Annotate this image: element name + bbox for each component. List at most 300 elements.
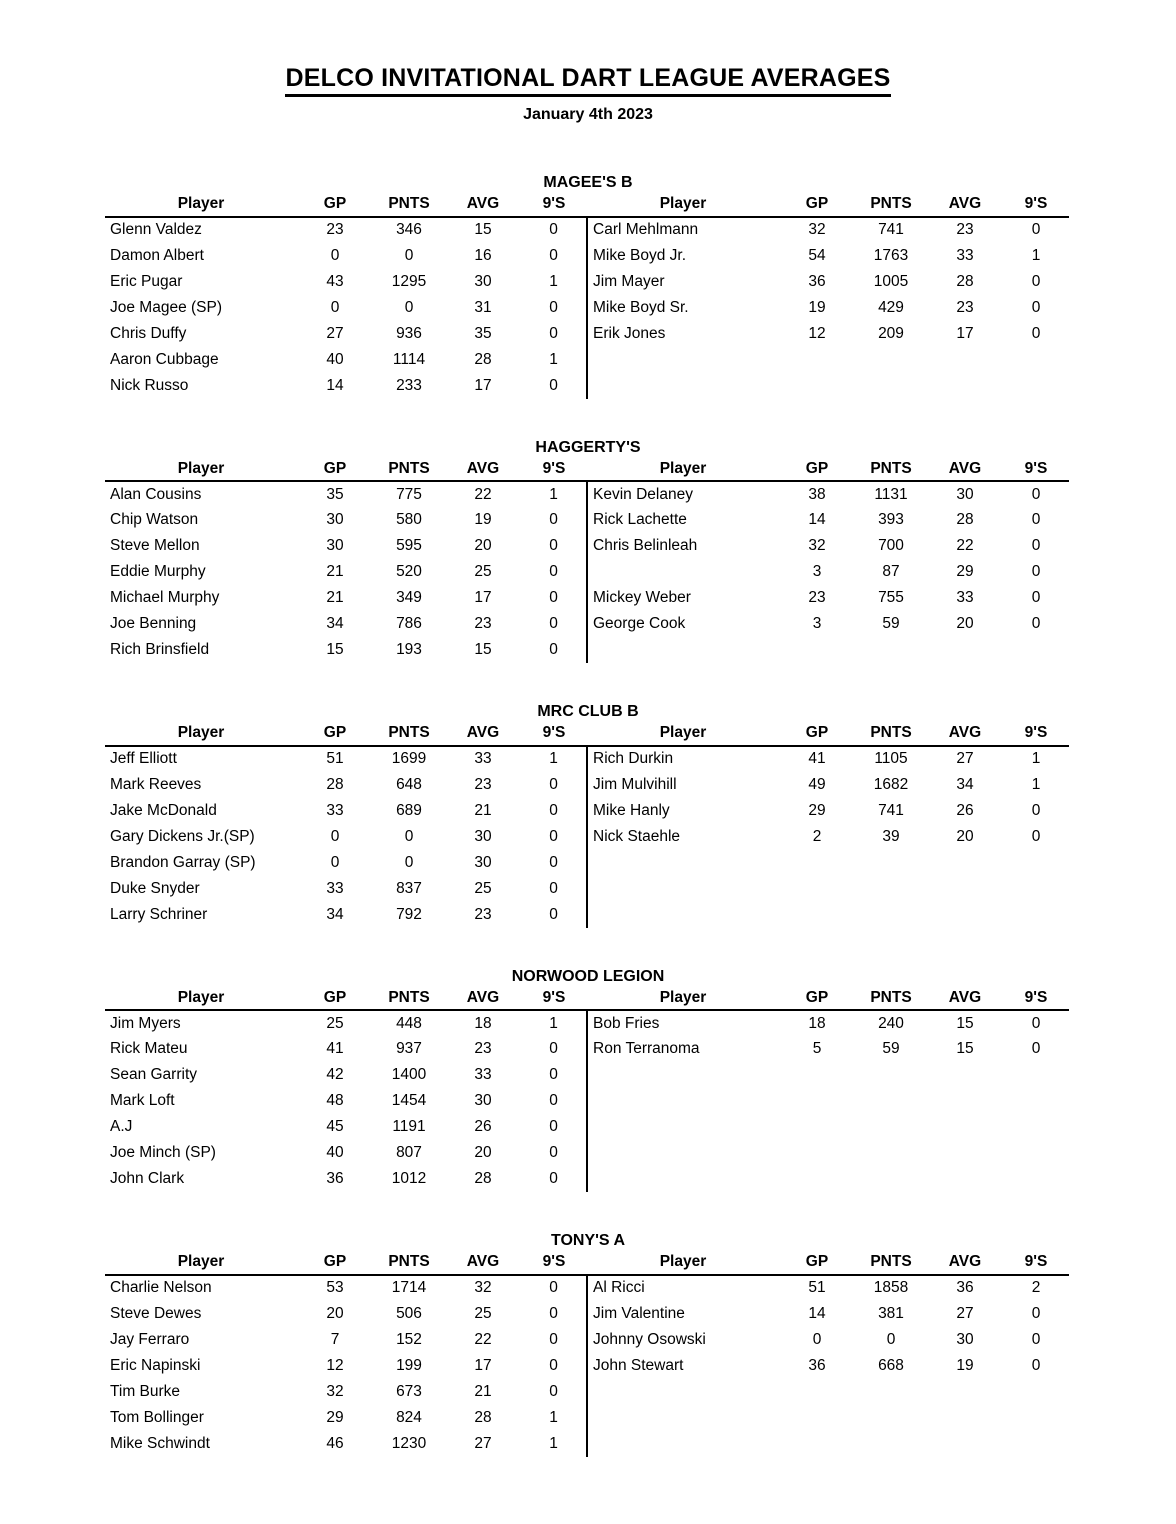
section-norwood-legion [105, 968, 1071, 1193]
stat-cell: 30 [474, 853, 492, 871]
stats-table [105, 988, 1069, 1193]
stat-cell [855, 347, 927, 373]
column-header-player: Player [105, 194, 297, 217]
player-row [105, 1114, 1069, 1140]
stat-cell: 28 [956, 511, 974, 529]
stat-cell: 1682 [873, 775, 909, 793]
player-name-cell: Rich Durkin [587, 746, 779, 772]
player-name-cell: Eddie Murphy [110, 563, 206, 581]
stat-cell: 648 [396, 775, 422, 793]
stat-cell: 27 [326, 324, 344, 342]
player-name-cell: Alan Cousins [110, 485, 202, 503]
stat-cell: 193 [396, 641, 422, 659]
stat-cell: 33 [956, 246, 974, 264]
stat-cell: 15 [956, 1014, 974, 1032]
stat-cell: 0 [549, 853, 558, 871]
column-header-9-s: 9'S [1003, 988, 1069, 1011]
stat-cell [1003, 1140, 1069, 1166]
player-name-cell: Johnny Osowski [587, 1327, 779, 1353]
stat-cell: 32 [808, 221, 826, 239]
stat-cell: 15 [326, 641, 344, 659]
stat-cell: 0 [549, 1304, 558, 1322]
stat-cell: 0 [549, 511, 558, 529]
stat-cell: 25 [474, 1304, 492, 1322]
stat-cell: 27 [956, 1304, 974, 1322]
stat-cell: 25 [474, 879, 492, 897]
column-header-gp: GP [779, 988, 855, 1011]
stat-cell: 23 [474, 775, 492, 793]
stat-cell: 14 [808, 511, 826, 529]
player-row [105, 217, 1069, 243]
stat-cell: 17 [474, 589, 492, 607]
stat-cell: 1 [1031, 750, 1041, 768]
stat-cell: 0 [549, 615, 558, 633]
stat-cell: 1114 [392, 350, 426, 368]
stat-cell: 30 [474, 1092, 492, 1110]
stat-cell: 0 [404, 298, 414, 316]
stat-cell: 1 [549, 485, 558, 503]
player-row [105, 1036, 1069, 1062]
player-name-cell: Nick Russo [110, 376, 189, 394]
player-name-cell [587, 1431, 779, 1457]
stat-cell: 28 [474, 350, 492, 368]
stat-cell: 23 [956, 298, 974, 316]
player-row [105, 772, 1069, 798]
stat-cell: 0 [404, 853, 414, 871]
stat-cell: 1454 [391, 1092, 427, 1110]
player-name-cell: Al Ricci [587, 1275, 779, 1301]
stat-cell: 0 [549, 827, 558, 845]
column-header-9-s: 9'S [1003, 194, 1069, 217]
stat-cell: 2 [812, 827, 822, 845]
stat-cell: 0 [1031, 298, 1041, 316]
player-name-cell: Charlie Nelson [110, 1279, 212, 1297]
stat-cell: 42 [326, 1066, 344, 1084]
player-row [105, 507, 1069, 533]
stat-cell: 937 [396, 1040, 422, 1058]
stat-cell: 30 [956, 1330, 974, 1348]
player-row [105, 1140, 1069, 1166]
player-name-cell [587, 1379, 779, 1405]
stat-cell: 0 [330, 827, 340, 845]
column-header-pnts: PNTS [855, 988, 927, 1011]
stat-cell [927, 902, 1003, 928]
stat-cell: 15 [956, 1040, 974, 1058]
stat-cell: 54 [808, 246, 826, 264]
player-row [105, 321, 1069, 347]
player-name-cell: Mark Loft [110, 1092, 175, 1110]
stat-cell: 209 [878, 324, 904, 342]
player-row [105, 1379, 1069, 1405]
stat-cell [927, 850, 1003, 876]
stat-cell: 0 [1031, 827, 1041, 845]
column-header-9-s: 9'S [521, 194, 587, 217]
stat-cell: 30 [326, 511, 344, 529]
stat-cell: 673 [396, 1382, 422, 1400]
stat-cell [779, 876, 855, 902]
stat-cell: 46 [326, 1434, 344, 1452]
stat-cell: 19 [808, 298, 826, 316]
column-header-gp: GP [779, 194, 855, 217]
column-header-avg: AVG [445, 194, 521, 217]
stat-cell: 0 [330, 298, 340, 316]
stat-cell [1003, 1379, 1069, 1405]
player-row [105, 269, 1069, 295]
stat-cell: 33 [956, 589, 974, 607]
player-name-cell: Chris Duffy [110, 324, 187, 342]
player-row [105, 1353, 1069, 1379]
sections-container [105, 174, 1071, 1457]
stat-cell: 28 [474, 1170, 492, 1188]
stat-cell [927, 1088, 1003, 1114]
stat-cell: 346 [396, 221, 422, 239]
player-row [105, 611, 1069, 637]
column-header-gp: GP [779, 723, 855, 746]
stat-cell [1003, 637, 1069, 663]
player-name-cell: Kevin Delaney [587, 481, 779, 507]
stat-cell: 0 [404, 827, 414, 845]
stat-cell: 20 [474, 537, 492, 555]
stat-cell: 33 [326, 801, 344, 819]
stat-cell [779, 637, 855, 663]
player-name-cell: Jim Mayer [587, 269, 779, 295]
stat-cell: 0 [549, 1170, 558, 1188]
stat-cell: 30 [956, 485, 974, 503]
stat-cell: 0 [549, 879, 558, 897]
stat-cell: 689 [396, 801, 422, 819]
player-name-cell: John Stewart [587, 1353, 779, 1379]
player-row [105, 1166, 1069, 1192]
stat-cell: 32 [808, 537, 826, 555]
stat-cell: 32 [474, 1279, 492, 1297]
stat-cell [1003, 902, 1069, 928]
stat-cell: 233 [396, 376, 422, 394]
stat-cell: 0 [549, 324, 558, 342]
stat-cell: 0 [549, 1040, 558, 1058]
stat-cell [855, 1062, 927, 1088]
stat-cell: 20 [956, 615, 974, 633]
stat-cell: 0 [886, 1330, 896, 1348]
stat-cell: 15 [474, 641, 492, 659]
stat-cell: 3 [812, 615, 822, 633]
stat-cell: 0 [549, 801, 558, 819]
player-name-cell: Erik Jones [587, 321, 779, 347]
player-row [105, 533, 1069, 559]
stat-cell [1003, 850, 1069, 876]
stat-cell [779, 850, 855, 876]
section-title: TONY'S A [550, 1232, 626, 1249]
column-header-player: Player [105, 459, 297, 482]
stat-cell: 0 [404, 246, 414, 264]
stat-cell: 0 [549, 1144, 558, 1162]
section-title: HAGGERTY'S [535, 438, 641, 456]
player-name-cell [587, 347, 779, 373]
stat-cell [1003, 1405, 1069, 1431]
stat-cell: 29 [808, 801, 826, 819]
stats-table [105, 1252, 1069, 1457]
stat-cell: 741 [878, 801, 904, 819]
player-name-cell [587, 1166, 779, 1192]
stat-cell: 381 [878, 1304, 904, 1322]
stat-cell: 0 [1031, 615, 1041, 633]
player-row [105, 1275, 1069, 1301]
stats-table [105, 194, 1069, 399]
stat-cell: 448 [396, 1014, 422, 1032]
stat-cell: 33 [474, 750, 492, 768]
column-header-pnts: PNTS [373, 1252, 445, 1275]
player-name-cell: Duke Snyder [110, 879, 200, 897]
stat-cell: 1400 [391, 1066, 427, 1084]
column-header-avg: AVG [445, 723, 521, 746]
stat-cell: 837 [396, 879, 422, 897]
player-row [105, 824, 1069, 850]
column-header-avg: AVG [927, 988, 1003, 1011]
column-header-avg: AVG [927, 194, 1003, 217]
column-header-9-s: 9'S [521, 459, 587, 482]
column-header-player: Player [105, 723, 297, 746]
stat-cell: 36 [326, 1170, 344, 1188]
player-row [105, 373, 1069, 399]
stat-cell: 0 [549, 905, 558, 923]
stat-cell: 45 [326, 1118, 344, 1136]
player-name-cell: Mike Boyd Sr. [587, 295, 779, 321]
stat-cell: 30 [474, 272, 492, 290]
stats-table [105, 459, 1069, 664]
section-title: NORWOOD LEGION [511, 967, 665, 985]
column-header-gp: GP [779, 1252, 855, 1275]
stat-cell [779, 1140, 855, 1166]
player-name-cell: Steve Dewes [110, 1304, 202, 1322]
stat-cell [927, 373, 1003, 399]
column-header-gp: GP [779, 459, 855, 482]
player-row [105, 876, 1069, 902]
stat-cell: 12 [808, 324, 826, 342]
stat-cell: 21 [474, 801, 492, 819]
column-header-9-s: 9'S [1003, 1252, 1069, 1275]
stat-cell [779, 1114, 855, 1140]
stat-cell: 1 [549, 1434, 558, 1452]
stat-cell: 23 [474, 905, 492, 923]
stat-cell: 429 [878, 298, 904, 316]
stat-cell: 25 [474, 563, 492, 581]
player-name-cell [587, 637, 779, 663]
page-title: DELCO INVITATIONAL DART LEAGUE AVERAGES [285, 64, 890, 97]
player-name-cell: Mark Reeves [110, 775, 202, 793]
player-name-cell: Carl Mehlmann [587, 217, 779, 243]
stat-cell: 0 [1031, 1330, 1041, 1348]
column-header-pnts: PNTS [373, 194, 445, 217]
stat-cell [855, 1088, 927, 1114]
player-row [105, 798, 1069, 824]
player-name-cell: Eric Pugar [110, 272, 183, 290]
stat-cell: 580 [396, 511, 422, 529]
player-name-cell: Damon Albert [110, 246, 204, 264]
player-row [105, 585, 1069, 611]
stat-cell: 20 [474, 1144, 492, 1162]
stat-cell: 27 [956, 750, 974, 768]
stat-cell [855, 876, 927, 902]
stat-cell: 32 [326, 1382, 344, 1400]
stat-cell: 30 [474, 827, 492, 845]
stat-cell: 18 [474, 1014, 492, 1032]
stat-cell: 20 [956, 827, 974, 845]
stat-cell: 0 [330, 246, 340, 264]
stat-cell: 936 [396, 324, 422, 342]
stat-cell: 27 [474, 1434, 492, 1452]
player-row [105, 243, 1069, 269]
stat-cell: 18 [808, 1014, 826, 1032]
player-name-cell: Aaron Cubbage [110, 350, 219, 368]
stat-cell [779, 902, 855, 928]
player-name-cell: Mike Boyd Jr. [587, 243, 779, 269]
stat-cell: 0 [1031, 485, 1041, 503]
player-name-cell: Jim Valentine [587, 1301, 779, 1327]
stat-cell: 0 [1031, 589, 1041, 607]
player-name-cell: George Cook [587, 611, 779, 637]
section-mrc-club-b [105, 703, 1071, 928]
stat-cell: 43 [326, 272, 344, 290]
stat-cell [927, 347, 1003, 373]
player-name-cell: Rick Lachette [587, 507, 779, 533]
stat-cell: 0 [1031, 324, 1041, 342]
stat-cell: 28 [474, 1408, 492, 1426]
player-row [105, 295, 1069, 321]
stat-cell: 0 [1031, 1014, 1041, 1032]
stat-cell [927, 1166, 1003, 1192]
player-name-cell: Joe Minch (SP) [110, 1144, 216, 1162]
stat-cell [927, 637, 1003, 663]
column-header-player: Player [587, 723, 779, 746]
column-header-gp: GP [297, 988, 373, 1011]
stat-cell: 22 [956, 537, 974, 555]
stats-table [105, 723, 1069, 928]
stat-cell: 1105 [874, 750, 908, 768]
player-name-cell: Joe Benning [110, 615, 197, 633]
player-name-cell: Jake McDonald [110, 801, 217, 819]
player-name-cell: Sean Garrity [110, 1066, 198, 1084]
player-name-cell: Chip Watson [110, 511, 199, 529]
stat-cell: 12 [326, 1356, 344, 1374]
stat-cell: 33 [326, 879, 344, 897]
stat-cell [1003, 1431, 1069, 1457]
stat-cell: 1 [549, 1408, 558, 1426]
stat-cell: 40 [326, 1144, 344, 1162]
stat-cell: 0 [1031, 272, 1041, 290]
stat-cell: 40 [326, 350, 344, 368]
stat-cell [855, 1114, 927, 1140]
player-name-cell: Nick Staehle [587, 824, 779, 850]
stat-cell: 0 [330, 853, 340, 871]
player-name-cell: Chris Belinleah [587, 533, 779, 559]
column-header-player: Player [105, 1252, 297, 1275]
stat-cell: 14 [326, 376, 344, 394]
stat-cell: 792 [396, 905, 422, 923]
header-row [105, 1252, 1069, 1275]
player-name-cell [587, 902, 779, 928]
player-row [105, 1010, 1069, 1036]
stat-cell: 700 [878, 537, 904, 555]
player-name-cell [587, 1088, 779, 1114]
column-header-9-s: 9'S [521, 1252, 587, 1275]
stat-cell [779, 373, 855, 399]
stat-cell [855, 1379, 927, 1405]
stat-cell: 36 [808, 1356, 826, 1374]
player-name-cell: Glenn Valdez [110, 221, 202, 239]
stat-cell: 21 [326, 563, 344, 581]
stat-cell: 15 [474, 221, 492, 239]
stat-cell: 34 [956, 775, 974, 793]
column-header-player: Player [587, 1252, 779, 1275]
stat-cell: 0 [549, 641, 558, 659]
column-header-9-s: 9'S [1003, 459, 1069, 482]
stat-cell: 51 [326, 750, 344, 768]
stat-cell: 29 [326, 1408, 344, 1426]
stat-cell: 19 [956, 1356, 974, 1374]
player-row [105, 1405, 1069, 1431]
stat-cell: 5 [812, 1040, 822, 1058]
stat-cell: 30 [326, 537, 344, 555]
stat-cell: 1699 [391, 750, 427, 768]
stat-cell: 21 [326, 589, 344, 607]
stat-cell [927, 876, 1003, 902]
player-name-cell [587, 850, 779, 876]
stat-cell: 741 [878, 221, 904, 239]
player-row [105, 1431, 1069, 1457]
column-header-avg: AVG [445, 459, 521, 482]
stat-cell [927, 1431, 1003, 1457]
stat-cell: 34 [326, 905, 344, 923]
stat-cell: 1 [549, 1014, 558, 1032]
stat-cell: 1131 [874, 485, 908, 503]
stat-cell: 25 [326, 1014, 344, 1032]
stat-cell: 1230 [391, 1434, 427, 1452]
stat-cell: 0 [1031, 563, 1041, 581]
section-title: MAGEE'S B [543, 174, 633, 191]
stat-cell: 28 [326, 775, 344, 793]
stat-cell: 48 [326, 1092, 344, 1110]
column-header-gp: GP [297, 459, 373, 482]
stat-cell: 35 [474, 324, 492, 342]
player-name-cell [587, 373, 779, 399]
stat-cell: 49 [808, 775, 826, 793]
header-row [105, 723, 1069, 746]
stat-cell: 17 [956, 324, 974, 342]
column-header-9-s: 9'S [521, 988, 587, 1011]
stat-cell: 39 [882, 827, 900, 845]
player-name-cell [587, 1140, 779, 1166]
stat-cell [1003, 373, 1069, 399]
player-name-cell: Eric Napinski [110, 1356, 201, 1374]
stat-cell: 23 [474, 1040, 492, 1058]
stat-cell: 0 [549, 1092, 558, 1110]
column-header-player: Player [587, 988, 779, 1011]
section-magee-s-b [105, 174, 1071, 399]
stat-cell [927, 1379, 1003, 1405]
stat-cell: 1 [1031, 775, 1041, 793]
stat-cell: 59 [882, 615, 900, 633]
player-name-cell: Mike Schwindt [110, 1434, 210, 1452]
column-header-gp: GP [297, 723, 373, 746]
stat-cell: 0 [549, 376, 558, 394]
stat-cell: 23 [474, 615, 492, 633]
player-name-cell: Michael Murphy [110, 589, 220, 607]
stat-cell: 22 [474, 485, 492, 503]
player-row [105, 481, 1069, 507]
stat-cell: 1 [549, 750, 558, 768]
column-header-avg: AVG [927, 1252, 1003, 1275]
stat-cell: 0 [549, 563, 558, 581]
stat-cell: 59 [882, 1040, 900, 1058]
